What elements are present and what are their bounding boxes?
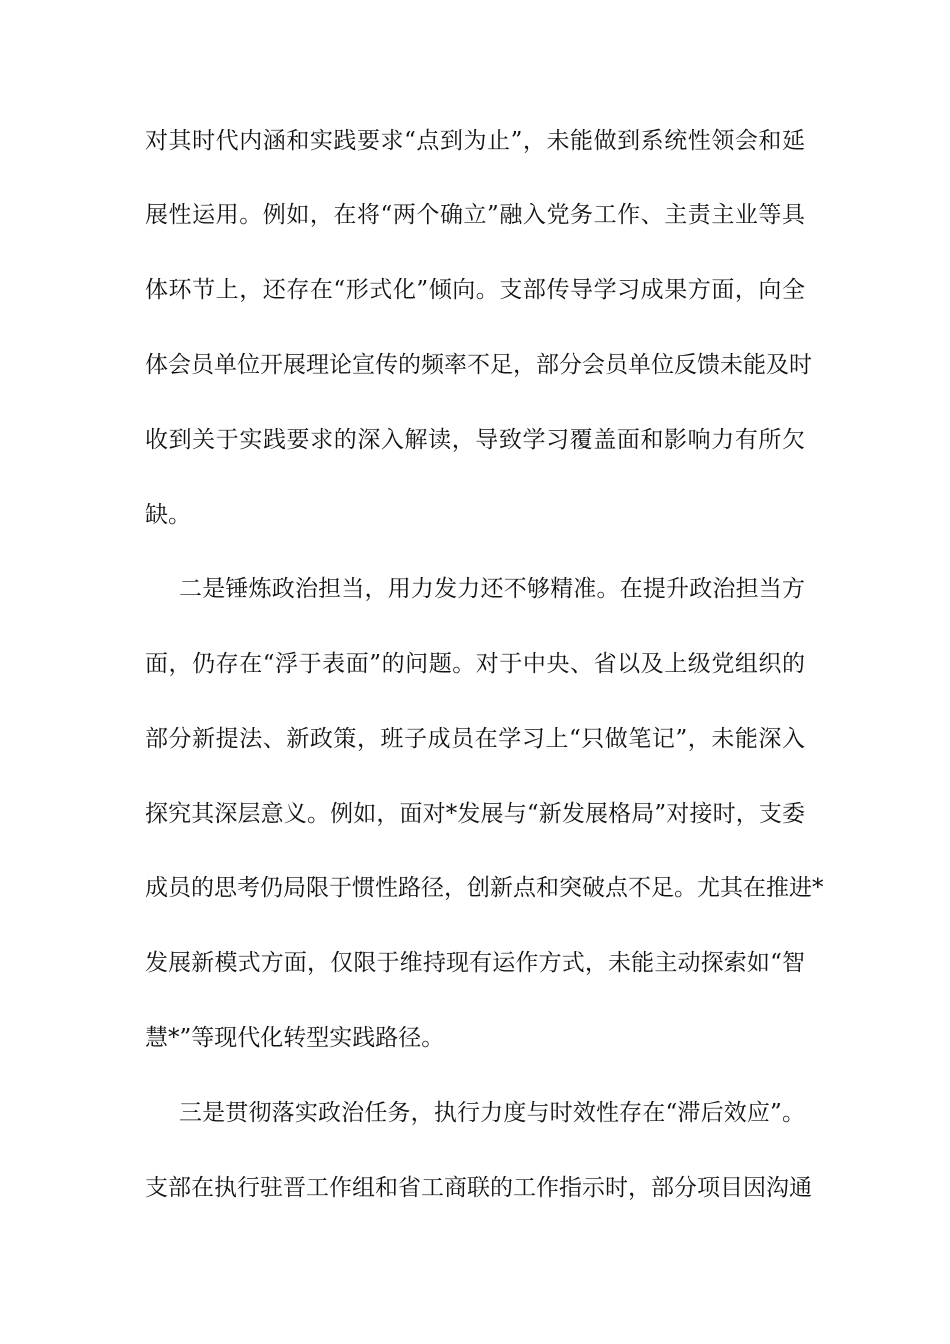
text-line-13: 慧*”等现代化转型实践路径。 [145, 1025, 445, 1051]
text-line-8: 面，仍存在“浮于表面”的问题。对于中央、省以及上级党组织的 [145, 651, 805, 677]
paragraph-2-heading-line: 二是锤炼政治担当，用力发力还不够精准。在提升政治担当方 [179, 576, 805, 602]
text-line-12: 发展新模式方面，仅限于维持现有运作方式，未能主动探索如“智 [145, 950, 805, 976]
text-line-5: 收到关于实践要求的深入解读，导致学习覆盖面和影响力有所欠 [145, 427, 805, 453]
text-line-10: 探究其深层意义。例如，面对*发展与“新发展格局”对接时，支委 [145, 801, 805, 827]
text-line-9: 部分新提法、新政策，班子成员在学习上“只做笔记”，未能深入 [145, 726, 805, 752]
text-line-15: 支部在执行驻晋工作组和省工商联的工作指示时，部分项目因沟通 [145, 1175, 812, 1201]
text-line-6: 缺。 [145, 502, 191, 528]
text-line-1: 对其时代内涵和实践要求“点到为止”，未能做到系统性领会和延 [145, 128, 805, 154]
text-line-11: 成员的思考仍局限于惯性路径，创新点和突破点不足。尤其在推进* [145, 875, 824, 901]
text-line-3: 体环节上，还存在“形式化”倾向。支部传导学习成果方面，向全 [145, 277, 805, 303]
paragraph-3-heading-line: 三是贯彻落实政治任务，执行力度与时效性存在“滞后效应”。 [179, 1100, 805, 1126]
text-line-2: 展性运用。例如，在将“两个确立”融入党务工作、主责主业等具 [145, 202, 805, 228]
text-line-4: 体会员单位开展理论宣传的频率不足，部分会员单位反馈未能及时 [145, 352, 812, 378]
